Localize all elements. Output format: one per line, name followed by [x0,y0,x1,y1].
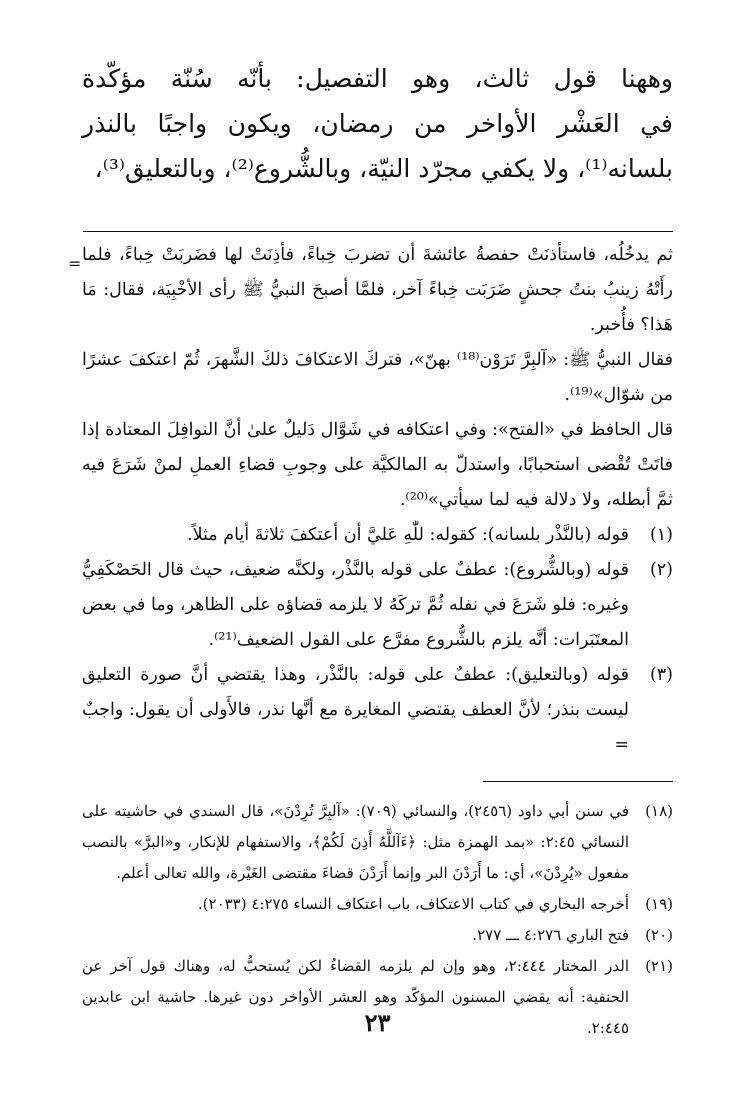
footnotes-section [82,796,673,1044]
commentary-paragraph: قال الحافظ في «الفتح»: وفي اعتكافه في شَوَّال دَليلٌ علىٰ أنَّ النوافِلَ المعتادة إذا فاتَتْ تُقْضى استحبابًا، واستدلّ به المالكيَّة على وجوبِ قضاءِ العملِ لمنْ شَرَعَ فيه ثمَّ أبطله، ولا دلالة فيه لما سيأتي»⁽²⁰⁾. [82,420,673,510]
page-number: ٢٣ [364,1008,391,1037]
commentary-divider [83,231,673,232]
note-number: (٣) [649,665,673,685]
footnote-number: (٢٠) [645,926,673,944]
commentary-section [68,238,673,763]
commentary-note [82,658,673,763]
footnote-text: في سنن أبي داود (٢٤٥٦)، والنسائي (٧٠٩): «آلبِرَّ تُرِدْنَ»، قال السندي في حاشيته على النسائي ٢:٤٥: «بمد الهمزة مثل: ﴿ءَآللَّهُ أَذِنَ لَكُمْ﴾، والاستفهام للإنكار، و«البرَّ» بالنصب مفعول «يُرِدْنَ»، أي: ما أَرَدْنَ البر وإنما أَرَدْنَ قضاءَ مقتضى الغَيْرة، والله تعالى أعلم. [82,802,629,882]
note-text: قوله (وبالتعليق): عطفٌ على قوله: بالنَّذْر، وهذا يقتضي أنَّ صورة التعليق ليست بنذر؛ لأنَّ العطف يقتضي المغايرة مع أنَّها نذر، فالأَولى أن يقول: واجبٌ = [82,665,629,755]
footnote-text: أخرجه البخاري في كتاب الاعتكاف، باب اعتكاف النساء ٤:٢٧٥ (٢٠٣٣). [197,895,629,913]
footnote-divider [483,781,673,782]
footnote [82,889,673,920]
commentary-paragraph: ثم يدخُلُه، فاستأذنَتْ حفصةُ عائشةَ أن تضربَ خِباءً، فأذِنَتْ لها فضَربَتْ خِباءً، فلما رأَتْهُ زينبُ بنتُ جحشٍ ضَرَبَت خِباءً آخر، فلمَّا أصبحَ النبيُّ ﷺ رأى الأخْبِيَة، فقال: مَا هَذا؟ فأُخبر. [82,245,673,335]
footnote-number: (٢١) [645,957,673,975]
main-text-line: في العَشْر الأواخر من رمضان، ويكون واجبًا بالنذر [82,109,673,138]
main-text [82,56,673,191]
footnote-text: فتح الباري ٤:٢٧٦ ـــ ٢٧٧. [472,926,629,944]
footnote-text: الدر المختار ٢:٤٤٤، وهو وإن لم يلزمه القضاءُ لكن يُستحبُّ له، وهناك قول آخر عن الحنفية: أنه يقضي المسنون المؤكّد وهو العشر الأواخر دون غيرها. حاشية ابن عابدين ٢:٤٤٥. [82,957,629,1037]
commentary-note [82,553,673,658]
main-text-line: وههنا قول ثالث، وهو التفصيل: بأنّه سُنّة مؤكّدة [82,64,673,93]
footnote [82,796,673,889]
footnote-number: (١٨) [645,802,673,820]
commentary-paragraph: فقال النبيُّ ﷺ: «آلبِرَّ تَرَوْن⁽¹⁸⁾ بهنّ»، فتركَ الاعتكافَ ذلكَ الشَّهرَ، ثُمّ اعتكفَ عشرًا من شوّال»⁽¹⁹⁾. [82,350,673,405]
commentary-note [82,518,673,553]
footnote-number: (١٩) [645,895,673,913]
note-text: قوله (وبالشُّروع): عطفٌ على قوله بالنَّذْر، ولكنَّه ضعيف، حيث قال الحَصْكَفِيُّ وغيره: فلو شَرَعَ في نفله ثُمَّ تركَهُ لا يلزمه قضاؤه على الظاهر، وما في بعض المعتَبَرات: أنَّه يلزم بالشُّروع مفرَّع على القول الضعيف⁽²¹⁾. [82,560,629,650]
main-text-line: بلسانه⁽¹⁾، ولا يكفي مجرّد النيّة، وبالشُّروع⁽²⁾، وبالتعليق⁽³⁾، [94,154,673,183]
note-number: (٢) [649,560,673,580]
footnote [82,920,673,951]
continuation-mark: = [68,254,82,273]
note-text: قوله (بالنَّذْر بلسانه): كقوله: للّٰهِ عَليَّ أن أعتكفَ ثلاثةَ أيام مثلاً. [187,525,629,545]
note-number: (١) [649,525,673,545]
